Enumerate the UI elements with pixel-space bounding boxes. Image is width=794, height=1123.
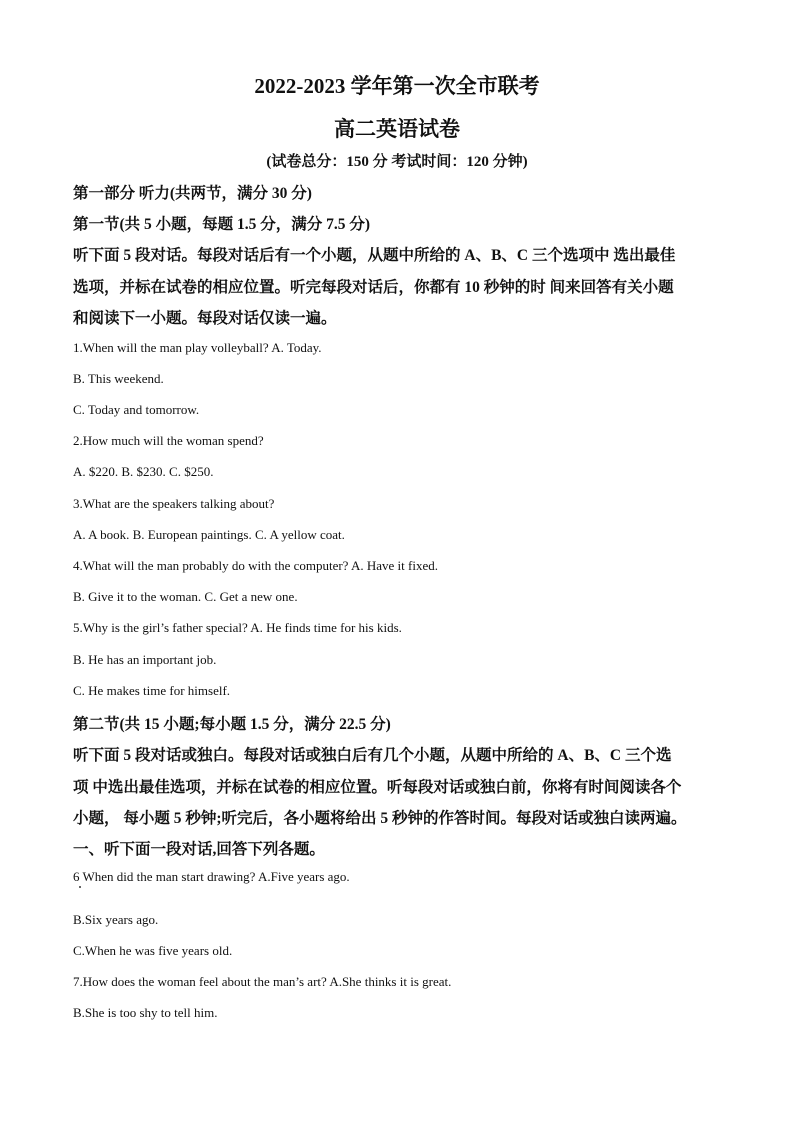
exam-subtitle: 高二英语试卷 xyxy=(334,117,460,141)
stray-dot xyxy=(79,886,81,888)
q2-options: A. $220. B. $230. C. $250. xyxy=(73,464,214,479)
section2-subheading: 一、听下面一段对话,回答下列各题。 xyxy=(73,841,325,858)
q6-option-c: C.When he was five years old. xyxy=(73,943,233,958)
section1-instruction-1: 听下面 5 段对话。每段对话后有一个小题，从题中所给的 A、B、C 三个选项中 选出最佳 xyxy=(73,247,676,264)
section2-instruction-1: 听下面 5 段对话或独白。每段对话或独白后有几个小题，从题中所给的 A、B、C 三个选 xyxy=(73,747,672,764)
question-2: 2.How much will the woman spend? xyxy=(73,433,264,448)
part1-heading: 第一部分 听力(共两节，满分 30 分) xyxy=(73,185,312,202)
question-1: 1.When will the man play volleyball? A. Today. xyxy=(73,340,322,355)
question-3: 3.What are the speakers talking about? xyxy=(73,496,275,511)
section1-instruction-3: 和阅读下一小题。每段对话仅读一遍。 xyxy=(73,310,337,327)
section2-instruction-2: 项 中选出最佳选项，并标在试卷的相应位置。听每段对话或独白前，你将有时间阅读各个 xyxy=(73,779,682,796)
q1-option-c: C. Today and tomorrow. xyxy=(73,402,200,417)
exam-info: (试卷总分：150 分 考试时间：120 分钟) xyxy=(266,154,528,170)
q1-option-b: B. This weekend. xyxy=(73,371,164,386)
exam-title: 2022-2023 学年第一次全市联考 xyxy=(254,74,540,98)
question-6: 6 When did the man start drawing? A.Five years ago. xyxy=(73,869,350,884)
q3-options: A. A book. B. European paintings. C. A yellow coat. xyxy=(73,527,345,542)
section1-instruction-2: 选项，并标在试卷的相应位置。听完每段对话后，你都有 10 秒钟的时 间来回答有关小题 xyxy=(73,279,674,296)
q5-option-c: C. He makes time for himself. xyxy=(73,683,231,698)
q5-option-b: B. He has an important job. xyxy=(73,652,217,667)
q7-option-b: B.She is too shy to tell him. xyxy=(73,1005,218,1020)
q4-options: B. Give it to the woman. C. Get a new one. xyxy=(73,589,298,604)
question-7: 7.How does the woman feel about the man’s art? A.She thinks it is great. xyxy=(73,974,452,989)
question-5: 5.Why is the girl’s father special? A. He finds time for his kids. xyxy=(73,620,402,635)
section2-instruction-3: 小题， 每小题 5 秒钟;听完后，各小题将给出 5 秒钟的作答时间。每段对话或独白读两遍。 xyxy=(73,810,687,827)
question-4: 4.What will the man probably do with the computer? A. Have it fixed. xyxy=(73,558,438,573)
section1-heading: 第一节(共 5 小题，每题 1.5 分，满分 7.5 分) xyxy=(73,216,371,233)
section2-heading: 第二节(共 15 小题;每小题 1.5 分，满分 22.5 分) xyxy=(73,716,391,733)
q6-option-b: B.Six years ago. xyxy=(73,912,159,927)
